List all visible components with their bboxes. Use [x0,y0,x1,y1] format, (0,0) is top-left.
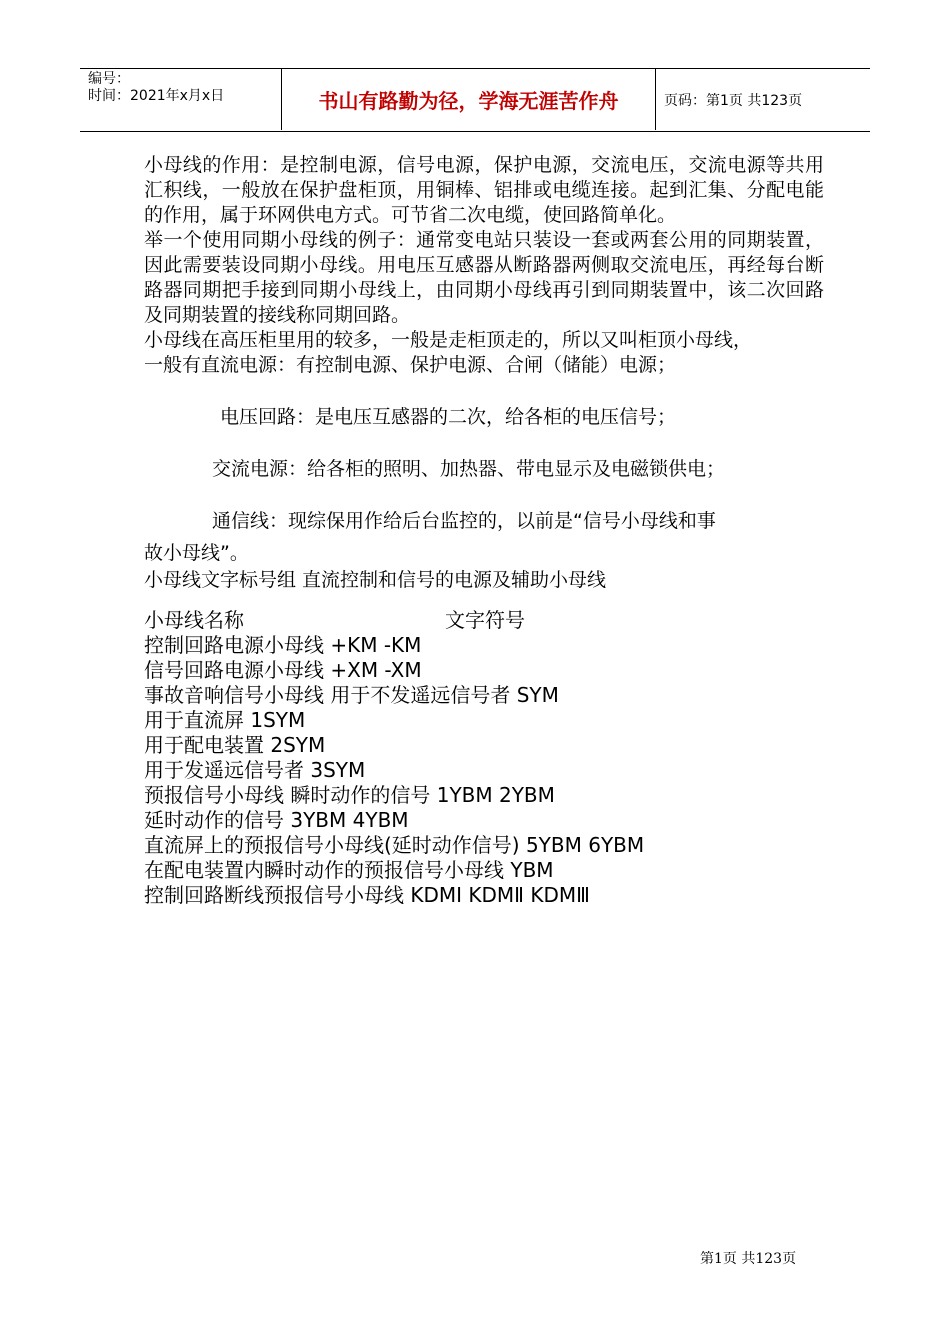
list-item: 用于发遥远信号者 3SYM [144,758,366,782]
list-item: 用于直流屏 1SYM [144,708,306,732]
document-body [144,153,824,908]
list-item: 信号回路电源小母线 +XM -XM [144,658,422,682]
page-header [80,68,870,132]
list-item: 控制回路电源小母线 +KM -KM [144,633,422,657]
column-header-name: 小母线名称 [144,608,244,632]
list-item: 控制回路断线预报信号小母线 KDMⅠ KDMⅡ KDMⅢ [144,883,590,907]
document-number-label: 编号： [88,71,130,87]
paragraph-communication-line: 通信线：现综保用作给后台监控的，以前是“信号小母线和事 [212,510,716,532]
paragraph-bus-function: 小母线的作用：是控制电源，信号电源，保护电源，交流电压，交流电源等共用汇积线，一般放在保护盘柜顶，用铜棒、铝排或电缆连接。起到汇集、分配电能的作用，属于环网供电方式。可节省二次电缆，使回路简单化。 [144,154,824,226]
list-item: 预报信号小母线 瞬时动作的信号 1YBM 2YBM [144,783,555,807]
list-item: 事故音响信号小母线 用于不发遥远信号者 SYM [144,683,559,707]
paragraph-cabinet-top-bus: 小母线在高压柜里用的较多，一般是走柜顶走的，所以又叫柜顶小母线， [144,329,753,351]
list-item: 用于配电装置 2SYM [144,733,326,757]
paragraph-voltage-circuit: 电压回路：是电压互感器的二次，给各柜的电压信号； [220,406,677,428]
list-item: 在配电装置内瞬时动作的预报信号小母线 YBM [144,858,554,882]
paragraph-dc-power: 一般有直流电源：有控制电源、保护电源、合闸（储能）电源； [144,354,677,376]
table-header [144,608,824,633]
header-motto: 书山有路勤为径，学海无涯苦作舟 [281,69,656,130]
header-page-number: 页码：第1页 共123页 [664,92,803,109]
page-footer: 第1页 共123页 [700,1251,797,1267]
header-meta [88,71,283,129]
column-header-symbol: 文字符号 [445,608,525,632]
paragraph-ac-power: 交流电源：给各柜的照明、加热器、带电显示及电磁锁供电； [212,458,726,480]
list-item: 直流屏上的预报信号小母线(延时动作信号) 5YBM 6YBM [144,833,645,857]
document-date-label: 时间：2021年x月x日 [88,88,225,104]
paragraph-bus-label-group: 小母线文字标号组 直流控制和信号的电源及辅助小母线 [144,569,607,591]
list-item: 延时动作的信号 3YBM 4YBM [144,808,409,832]
paragraph-communication-line-cont: 故小母线”。 [144,542,249,564]
paragraph-sync-example: 举一个使用同期小母线的例子：通常变电站只装设一套或两套公用的同期装置，因此需要装设同期小母线。用电压互感器从断路器两侧取交流电压，再经每台断路器同期把手接到同期小母线上，由同期小母线再引到同期装置中，该二次回路及同期装置的接线称同期回路。 [144,229,824,326]
